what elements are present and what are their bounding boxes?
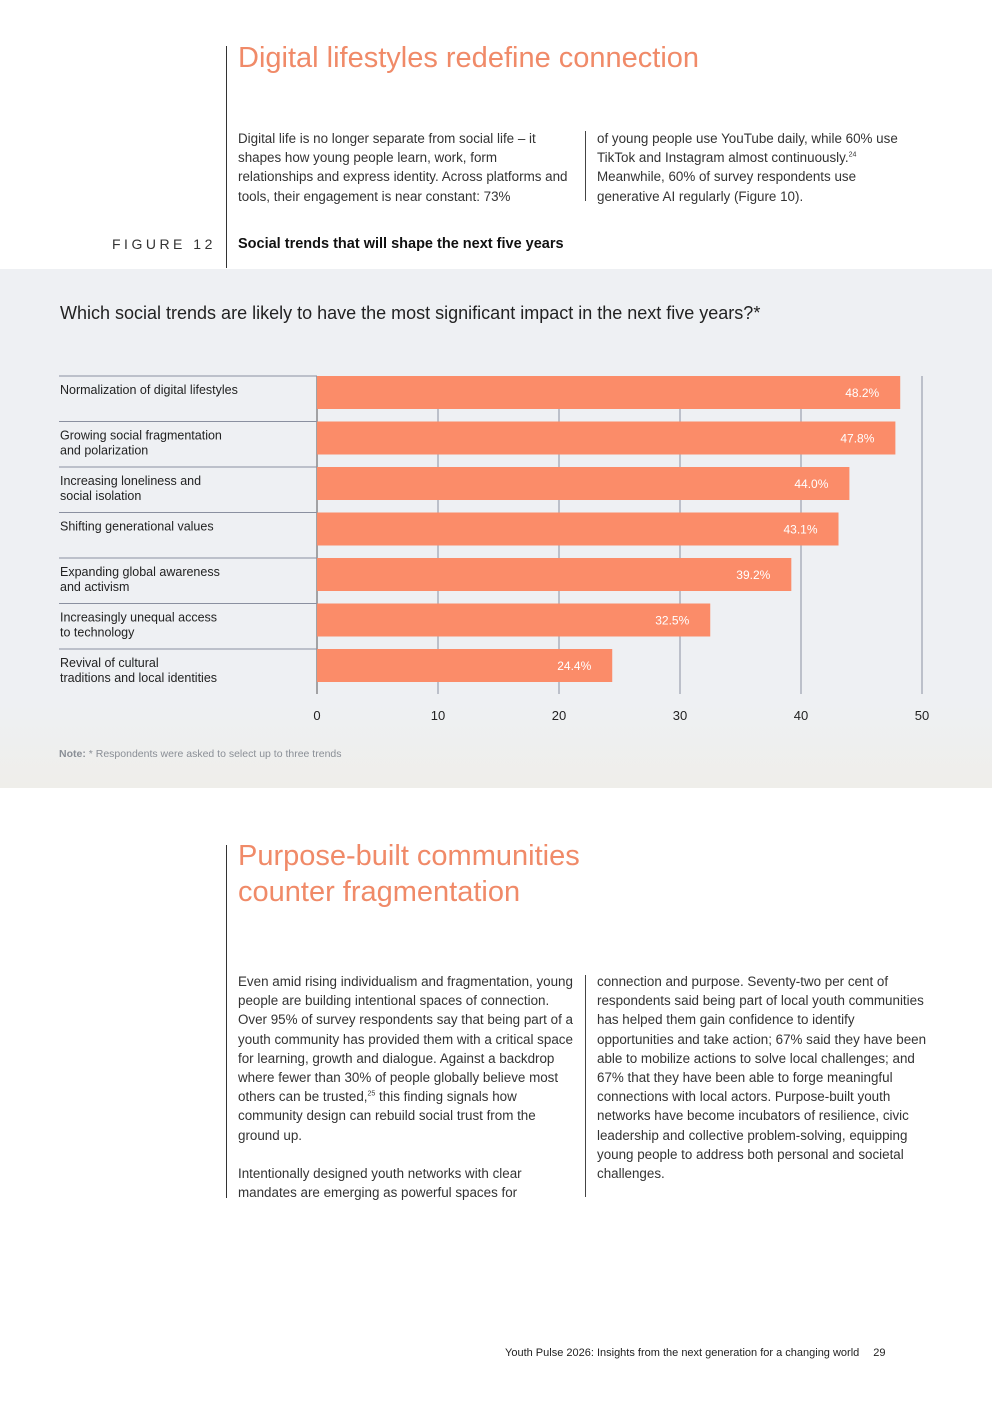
chart-question: Which social trends are likely to have the most significant impact in the next five years?*	[60, 303, 761, 323]
section1-col1-text: Digital life is no longer separate from social life – it shapes how young people learn, work, form relationships and express identity. Across platforms and tools, their engagement is near constant: 73%	[238, 131, 568, 204]
category-label-line: Growing social fragmentation	[60, 428, 222, 443]
note-text: * Respondents were asked to select up to three trends	[85, 748, 342, 760]
category-label	[60, 656, 217, 685]
section1-column-divider	[585, 131, 586, 201]
section1-col2-part-a: of young people use YouTube daily, while 60% use TikTok and Instagram almost continuously.	[597, 131, 898, 166]
category-label-line: to technology	[60, 625, 135, 640]
bar-value-label: 48.2%	[845, 386, 880, 400]
bar	[317, 558, 791, 591]
bar	[317, 467, 849, 500]
category-label-line: and activism	[60, 580, 130, 594]
section2-rule	[226, 845, 227, 1198]
category-label-line: social isolation	[60, 489, 142, 503]
page-number: 29	[873, 1347, 886, 1359]
bar-value-label: 24.4%	[557, 659, 592, 673]
section2-column-2	[597, 972, 932, 1183]
section2-heading-line2: counter fragmentation	[238, 876, 521, 908]
section1-column-1	[238, 129, 573, 206]
x-tick-label: 50	[914, 708, 930, 723]
category-label	[60, 520, 214, 534]
section1-column-2	[597, 129, 915, 206]
footnote-ref-25[interactable]: 25	[367, 1090, 376, 1098]
bar	[317, 422, 895, 455]
bar-value-label: 39.2%	[736, 568, 771, 582]
section1-heading: Digital lifestyles redefine connection	[238, 42, 700, 74]
bar-value-label: 44.0%	[794, 477, 829, 491]
category-label	[60, 383, 238, 397]
category-label	[60, 611, 217, 640]
section2-column-1	[238, 972, 576, 1202]
figure-title: Social trends that will shape the next five years	[238, 236, 564, 252]
x-tick-label: 20	[551, 708, 567, 723]
figure-label: FIGURE 12	[112, 236, 216, 252]
bar-chart	[0, 360, 992, 740]
note-label: Note:	[59, 748, 86, 760]
x-tick-label: 10	[430, 708, 446, 723]
chart-row-separators	[59, 376, 317, 649]
category-label-line: Increasingly unequal access	[60, 610, 218, 625]
category-label-line: Expanding global awareness	[60, 565, 220, 579]
bar-value-label: 32.5%	[655, 613, 690, 628]
footer-text: Youth Pulse 2026: Insights from the next generation for a changing world	[505, 1347, 860, 1359]
section2-col1-p1-b: this finding signals how community design can rebuild social trust from the ground up.	[238, 1089, 536, 1143]
bar	[317, 604, 710, 637]
section2-heading-line1: Purpose-built communities	[238, 840, 580, 872]
figure-note	[59, 748, 342, 760]
bar	[317, 376, 900, 409]
category-label-line: Increasing loneliness and	[60, 474, 202, 488]
bar-value-label: 47.8%	[840, 431, 875, 446]
page-footer	[505, 1347, 886, 1359]
category-label-line: and polarization	[60, 443, 149, 458]
x-tick-label: 0	[313, 708, 321, 723]
section1-rule	[226, 46, 227, 268]
x-tick-label: 40	[793, 708, 809, 723]
section1-col2-text	[597, 129, 915, 206]
category-label	[60, 429, 222, 458]
section2-heading	[238, 838, 580, 910]
section2-col2-text: connection and purpose. Seventy-two per cent of respondents said being part of local youth communities has helped them gain confidence to identify opportunities and take action; 67% said they have been able to mobilize actions to solve local challenges; and 67% that they have been able to forge meaningful connections with local actors. Purpose-built youth networks have become incubators of resilience, civic leadership and collective problem-solving, equipping young people to address both personal and societal challenges.	[597, 974, 927, 1182]
category-label	[60, 474, 201, 503]
chart-tick-labels	[313, 708, 929, 723]
category-label-line: Revival of cultural	[60, 656, 159, 670]
section1-col2-part-b: Meanwhile, 60% of survey respondents use generative AI regularly (Figure 10).	[597, 169, 857, 204]
chart-category-labels	[60, 383, 238, 685]
category-label-line: traditions and local identities	[60, 671, 218, 685]
section2-col1-paragraph-1	[238, 972, 576, 1145]
footnote-ref-24[interactable]: 24	[848, 151, 857, 159]
category-label-line: Shifting generational values	[60, 519, 214, 534]
section2-col1-paragraph-2: Intentionally designed youth networks with clear mandates are emerging as powerful spaces for	[238, 1165, 522, 1201]
section2-col1-p1-a: Even amid rising individualism and fragmentation, young people are building intentional spaces of connection. Over 95% of survey respondents say that being part of a youth community has provided them with a critical space for learning, growth and dialogue. Against a backdrop where fewer than 30% of people globally believe most others can be trusted,	[238, 974, 573, 1105]
category-label-line: Normalization of digital lifestyles	[60, 383, 238, 397]
section2-column-divider	[585, 975, 586, 1197]
bar	[317, 513, 839, 546]
bar-value-label: 43.1%	[783, 522, 818, 537]
x-tick-label: 30	[672, 708, 688, 723]
category-label	[60, 565, 220, 594]
